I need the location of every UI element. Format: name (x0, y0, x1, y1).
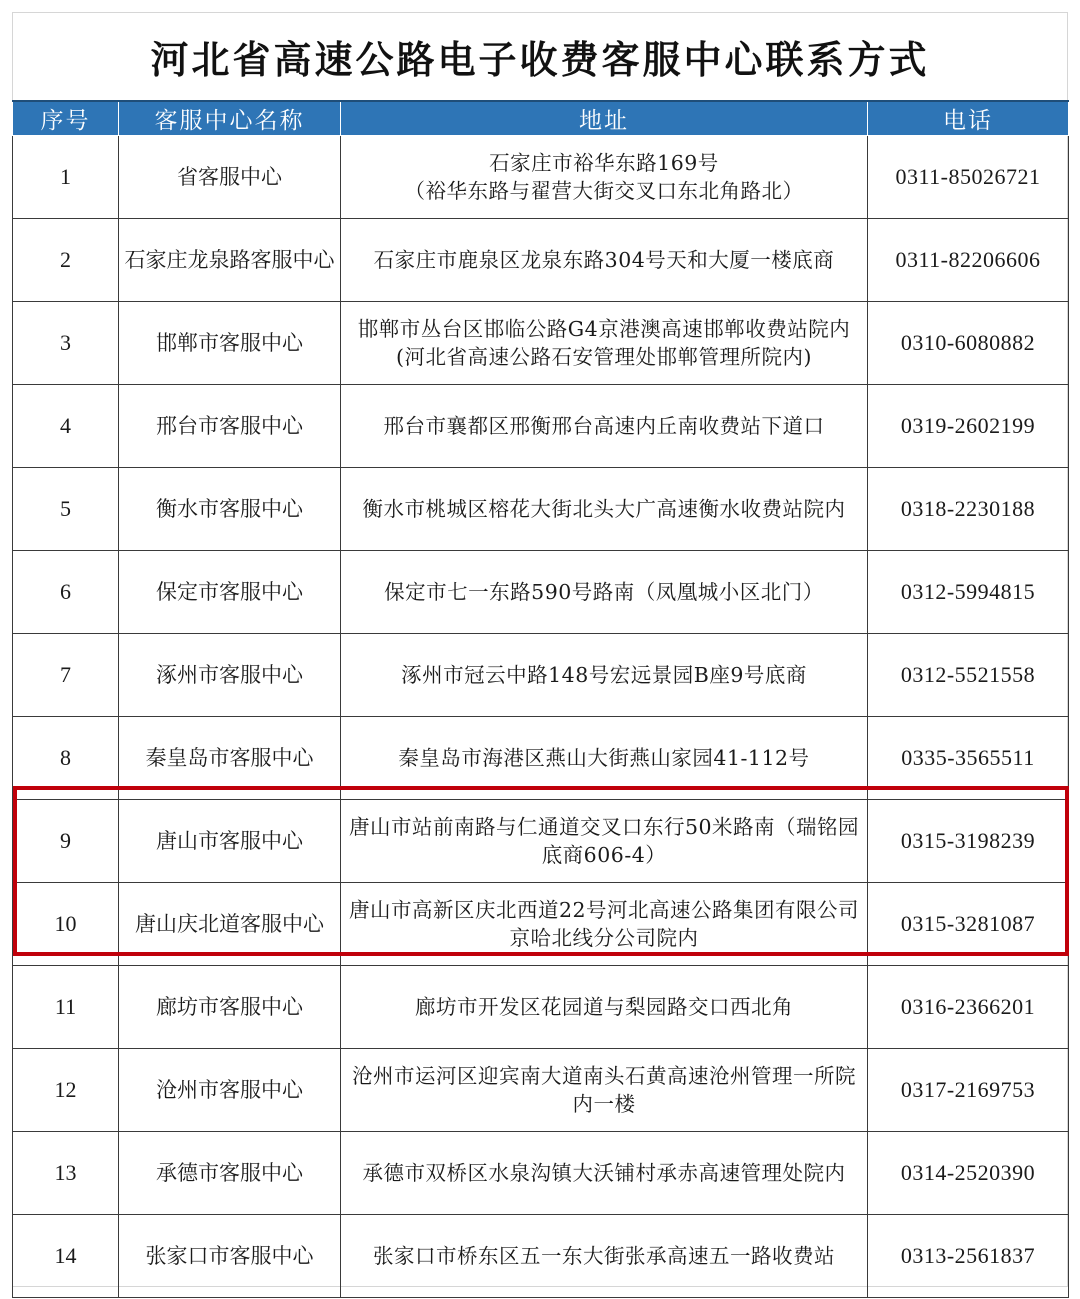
center-name: 张家口市客服中心 (119, 1215, 341, 1298)
center-name: 廊坊市客服中心 (119, 966, 341, 1049)
row-number: 11 (13, 966, 119, 1049)
center-address: 张家口市桥东区五一东大街张承高速五一路收费站 (341, 1215, 868, 1298)
table-header (13, 101, 1069, 136)
center-name: 唐山庆北道客服中心 (119, 883, 341, 966)
center-phone: 0317-2169753 (868, 1049, 1069, 1132)
center-address: 石家庄市裕华东路169号 （裕华东路与翟营大街交叉口东北角路北） (341, 136, 868, 219)
center-phone: 0315-3198239 (868, 800, 1069, 883)
page-title: 河北省高速公路电子收费客服中心联系方式 (150, 37, 930, 82)
center-address: 沧州市运河区迎宾南大道南头石黄高速沧州管理一所院内一楼 (341, 1049, 868, 1132)
center-address: 石家庄市鹿泉区龙泉东路304号天和大厦一楼底商 (341, 219, 868, 302)
row-number: 13 (13, 1132, 119, 1215)
center-name: 邢台市客服中心 (119, 385, 341, 468)
row-number: 7 (13, 634, 119, 717)
row-number: 4 (13, 385, 119, 468)
table-row (13, 1049, 1069, 1132)
row-number: 2 (13, 219, 119, 302)
center-name: 石家庄龙泉路客服中心 (119, 219, 341, 302)
table-row (13, 1215, 1069, 1298)
center-phone: 0312-5994815 (868, 551, 1069, 634)
column-header-address: 地址 (341, 101, 868, 136)
table-row (13, 800, 1069, 883)
center-address: 保定市七一东路590号路南（凤凰城小区北门） (341, 551, 868, 634)
center-phone: 0313-2561837 (868, 1215, 1069, 1298)
table-row (13, 385, 1069, 468)
center-phone: 0319-2602199 (868, 385, 1069, 468)
center-name: 秦皇岛市客服中心 (119, 717, 341, 800)
column-header-phone: 电话 (868, 101, 1069, 136)
row-number: 1 (13, 136, 119, 219)
row-number: 9 (13, 800, 119, 883)
center-phone: 0315-3281087 (868, 883, 1069, 966)
table-row (13, 551, 1069, 634)
center-name: 涿州市客服中心 (119, 634, 341, 717)
contacts-table (12, 100, 1069, 1298)
center-address: 廊坊市开发区花园道与梨园路交口西北角 (341, 966, 868, 1049)
header-row (13, 101, 1069, 136)
column-header-name: 客服中心名称 (119, 101, 341, 136)
center-phone: 0316-2366201 (868, 966, 1069, 1049)
center-name: 沧州市客服中心 (119, 1049, 341, 1132)
table-row (13, 136, 1069, 219)
center-name: 衡水市客服中心 (119, 468, 341, 551)
column-header-no: 序号 (13, 101, 119, 136)
row-number: 10 (13, 883, 119, 966)
center-phone: 0311-85026721 (868, 136, 1069, 219)
center-name: 省客服中心 (119, 136, 341, 219)
row-number: 12 (13, 1049, 119, 1132)
center-address: 衡水市桃城区榕花大街北头大广高速衡水收费站院内 (341, 468, 868, 551)
center-address: 承德市双桥区水泉沟镇大沃铺村承赤高速管理处院内 (341, 1132, 868, 1215)
center-address: 邢台市襄都区邢衡邢台高速内丘南收费站下道口 (341, 385, 868, 468)
center-phone: 0310-6080882 (868, 302, 1069, 385)
row-number: 8 (13, 717, 119, 800)
row-number: 6 (13, 551, 119, 634)
table-row (13, 634, 1069, 717)
row-number: 3 (13, 302, 119, 385)
center-name: 保定市客服中心 (119, 551, 341, 634)
center-address: 邯郸市丛台区邯临公路G4京港澳高速邯郸收费站院内(河北省高速公路石安管理处邯郸管理所院内) (341, 302, 868, 385)
table-row (13, 468, 1069, 551)
center-address: 秦皇岛市海港区燕山大街燕山家园41-112号 (341, 717, 868, 800)
row-number: 5 (13, 468, 119, 551)
table-body (13, 136, 1069, 1298)
table-row (13, 219, 1069, 302)
center-name: 承德市客服中心 (119, 1132, 341, 1215)
center-phone: 0312-5521558 (868, 634, 1069, 717)
table-row (13, 1132, 1069, 1215)
table-row (13, 883, 1069, 966)
center-phone: 0335-3565511 (868, 717, 1069, 800)
center-address: 涿州市冠云中路148号宏远景园B座9号底商 (341, 634, 868, 717)
table-row (13, 302, 1069, 385)
center-name: 邯郸市客服中心 (119, 302, 341, 385)
row-number: 14 (13, 1215, 119, 1298)
table-row (13, 717, 1069, 800)
center-phone: 0314-2520390 (868, 1132, 1069, 1215)
center-address: 唐山市高新区庆北西道22号河北高速公路集团有限公司京哈北线分公司院内 (341, 883, 868, 966)
center-address: 唐山市站前南路与仁通道交叉口东行50米路南（瑞铭园底商606-4） (341, 800, 868, 883)
center-phone: 0318-2230188 (868, 468, 1069, 551)
center-phone: 0311-82206606 (868, 219, 1069, 302)
center-name: 唐山市客服中心 (119, 800, 341, 883)
table-row (13, 966, 1069, 1049)
